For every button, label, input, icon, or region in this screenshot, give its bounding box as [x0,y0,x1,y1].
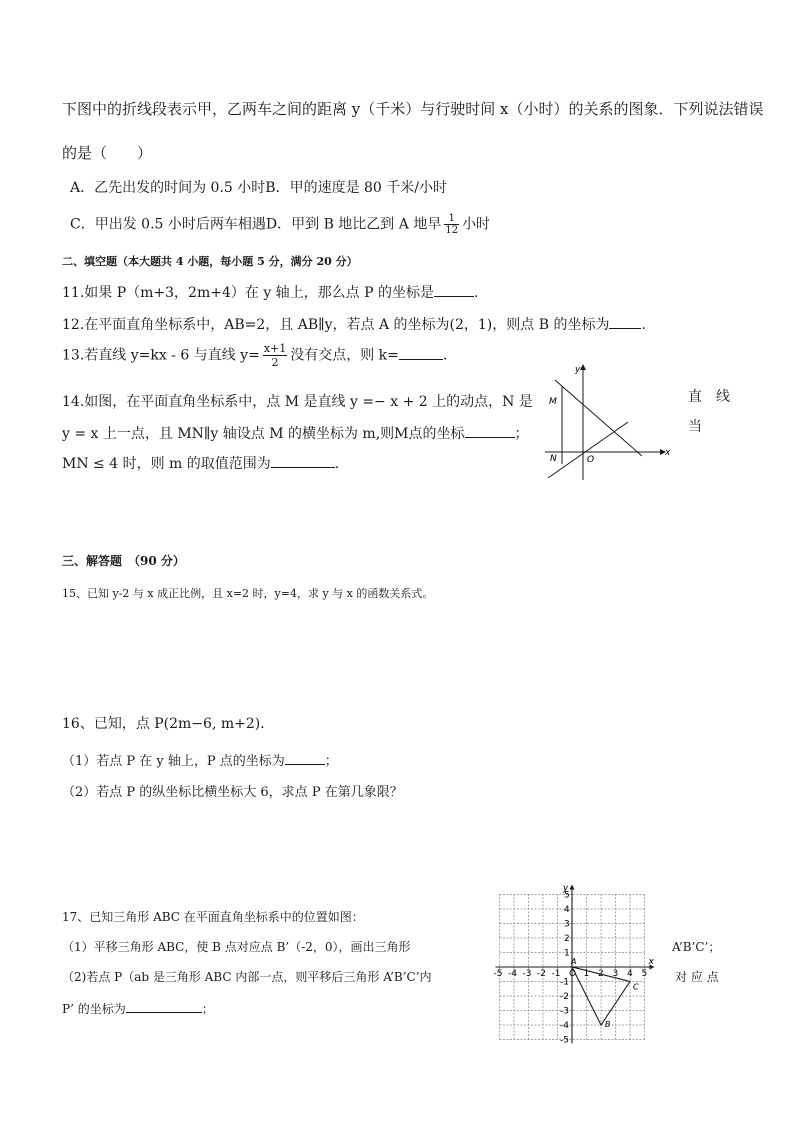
y-axis-arrow-icon [570,885,575,890]
q17-part3: P’ 的坐标为 ； [62,999,214,1017]
q14-m-coord-blank[interactable] [465,424,515,438]
q12: 12.在平面直角坐标系中，AB=2，且 AB∥y，若点 A 的坐标为(2，1)，则点 B 的坐标为 . [62,317,646,333]
q10-stem-line2: 的是（ ） [62,144,153,162]
q13-fraction: $\frac{x+1}{2}$ [263,342,287,369]
label-x: x [648,957,654,967]
q17-grid-figure [492,878,672,1046]
option-c: C．甲出发 0.5 小时后两车相遇 [70,216,266,233]
q17-part1-right: A’B’C’； [672,940,721,954]
q14-right-text-1: 直 线 [688,389,730,405]
section3-heading: 三、解答题 （90 分） [62,554,185,568]
q16-part2: （2）若点 P 的纵坐标比横坐标大 6，求点 P 在第几象限？ [62,785,403,800]
option-d: D．甲到 B 地比乙到 A 地早 [265,216,442,233]
label-y: y [563,883,569,894]
q16-part1: （1）若点 P 在 y 轴上，P 点的坐标为 ； [62,750,338,769]
x-tick-label: O [569,969,577,979]
x-tick-label: -4 [508,969,517,979]
q14-range-blank[interactable] [271,454,335,468]
q16-answer-blank[interactable] [285,751,325,765]
y-tick-label: 5 [564,890,570,901]
x-tick-label: -3 [522,969,532,979]
y-tick-label: -5 [560,1035,569,1046]
y-tick-label: -1 [560,977,569,988]
x-tick-label: -1 [551,969,561,979]
q15: 15、已知 y-2 与 x 成正比例，且 x=2 时，y=4，求 y 与 x 的函数关系式。 [62,587,434,600]
q11: 11.如果 P（m+3，2m+4）在 y 轴上，那么点 P 的坐标是 . [62,285,479,301]
x-tick-label: -2 [537,969,546,979]
q14-line3: MN ≤ 4 时，则 m 的取值范围为 . [62,456,340,472]
y-tick-label: -4 [560,1021,569,1031]
q17-part1: （1）平移三角形 ABC，使 B 点对应点 B’（-2，0），画出三角形 [62,940,411,954]
label-c: C [633,982,639,992]
q14-line1: 14.如图，在平面直角坐标系中，点 M 是直线 y =− x + 2 上的动点，N 是 [62,394,533,410]
q14-figure [540,360,675,485]
q17-part2-right: 对 应 点 [675,970,719,984]
x-tick-label: 3 [612,969,619,979]
option-b: B．甲的速度是 80 千米/小时 [265,180,448,196]
label-y: y [575,365,581,375]
section2-heading: 二、填空题（本大题共 4 小题，每小题 5 分，满分 20 分） [62,255,358,268]
y-tick-label: 2 [564,934,570,944]
q16-intro: 16、已知，点 P(2m−6, m+2)． [62,716,275,732]
q12-answer-blank[interactable] [609,315,641,329]
q14-right-text-2: 当 [688,419,702,435]
option-a: A．乙先出发的时间为 0.5 小时 [70,180,266,196]
q10-options-row1 [70,177,447,197]
x-tick-label: -5 [493,969,503,979]
line-y-eq-x [548,422,628,478]
label-n: N [550,454,557,464]
y-tick-label: 4 [564,905,570,915]
q17-intro: 17、已知三角形 ABC 在平面直角坐标系中的位置如图： [62,910,364,924]
label-b: B [605,1020,611,1029]
q10-options-row2: C．甲出发 0.5 小时后两车相遇D．甲到 B 地比乙到 A 地早 $\frac{1}{12}$ 小时 [70,213,491,236]
line-y-neg-x-plus-2 [555,380,642,456]
label-m: M [549,397,557,407]
y-tick-label: -3 [560,1006,569,1017]
q14-line2: y = x 上一点，且 MN∥y 轴设点 M 的横坐标为 m,则M点的坐标 ； [62,426,529,442]
q17-part2: （2)若点 P（ab 是三角形 ABC 内部一点，则平移后三角形 A’B’C’内 [62,970,432,984]
q13: 13.若直线 y=kx - 6 与直线 y= $\frac{x+1}{2}$ 没有交点，则 k= . [62,342,448,369]
option-d-fraction: $\frac{1}{12}$ [445,213,459,236]
y-tick-label: 3 [564,919,570,930]
x-tick-label: 5 [641,969,648,979]
q11-answer-blank[interactable] [434,283,474,297]
label-x: x [665,448,671,458]
x-tick-label: 4 [627,969,633,979]
q10-stem-line1: 下图中的折线段表示甲，乙两车之间的距离 y（千米）与行驶时间 x（小时）的关系的图象．下列说法错误 [62,100,764,118]
q13-answer-blank[interactable] [399,346,443,360]
label-a: A [571,957,577,966]
q17-answer-blank[interactable] [126,999,202,1013]
x-tick-label: 2 [598,969,604,979]
y-tick-label: -2 [560,992,569,1002]
x-tick-label: 1 [583,969,590,979]
label-o: O [587,455,595,465]
y-tick-label: 1 [564,948,570,959]
